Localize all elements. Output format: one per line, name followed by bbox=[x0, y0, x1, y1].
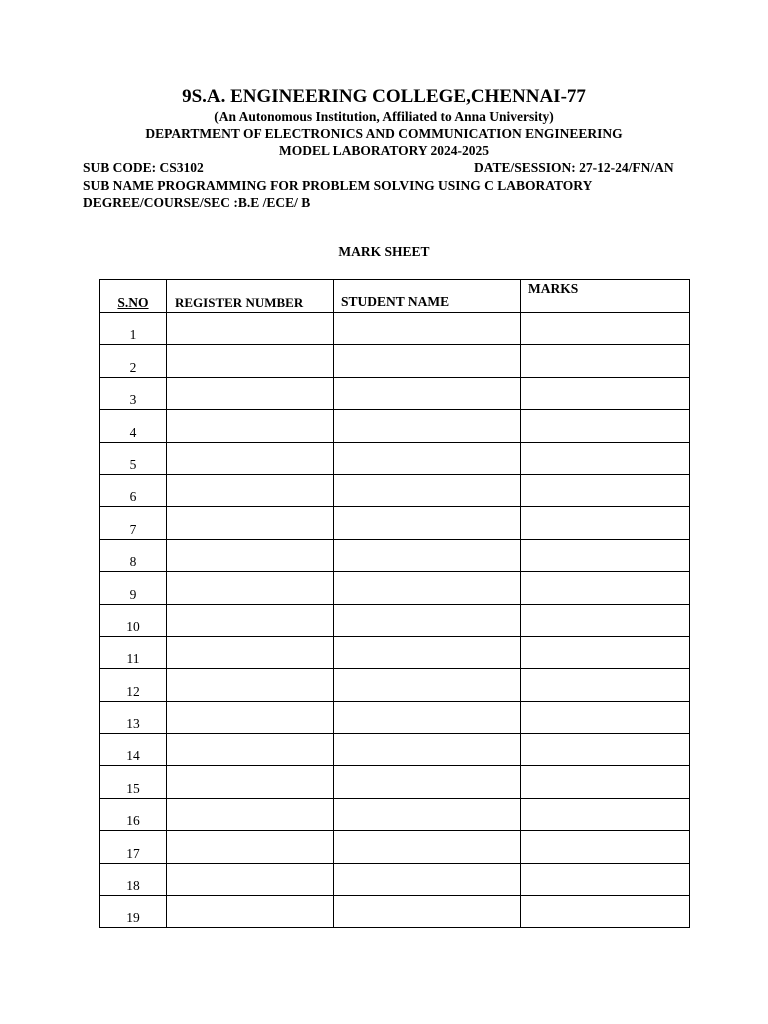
marks-cell bbox=[521, 766, 690, 798]
marks-cell bbox=[521, 474, 690, 506]
serial-number-cell: 3 bbox=[100, 377, 167, 409]
serial-number-cell: 1 bbox=[100, 313, 167, 345]
table-row bbox=[100, 669, 690, 701]
student-name-cell bbox=[334, 442, 521, 474]
student-name-cell bbox=[334, 507, 521, 539]
serial-number-cell: 14 bbox=[100, 734, 167, 766]
marks-cell bbox=[521, 701, 690, 733]
table-row bbox=[100, 896, 690, 928]
table-row bbox=[100, 539, 690, 571]
table-row bbox=[100, 474, 690, 506]
student-name-cell bbox=[334, 896, 521, 928]
marks-cell bbox=[521, 604, 690, 636]
table-row bbox=[100, 863, 690, 895]
column-header-register-number: REGISTER NUMBER bbox=[167, 280, 334, 313]
column-header-sno: S.NO bbox=[100, 280, 167, 313]
register-number-cell bbox=[167, 701, 334, 733]
student-name-cell bbox=[334, 604, 521, 636]
table-row bbox=[100, 604, 690, 636]
mark-sheet-table bbox=[99, 279, 690, 928]
register-number-cell bbox=[167, 734, 334, 766]
table-row bbox=[100, 766, 690, 798]
register-number-cell bbox=[167, 345, 334, 377]
college-name: 9S.A. ENGINEERING COLLEGE,CHENNAI-77 bbox=[182, 86, 586, 107]
table-row bbox=[100, 798, 690, 830]
mark-sheet-title: MARK SHEET bbox=[338, 244, 430, 259]
student-name-cell bbox=[334, 345, 521, 377]
serial-number-cell: 9 bbox=[100, 572, 167, 604]
student-name-cell bbox=[334, 701, 521, 733]
student-name-cell bbox=[334, 539, 521, 571]
register-number-cell bbox=[167, 636, 334, 668]
student-name-cell bbox=[334, 863, 521, 895]
table-body bbox=[100, 313, 690, 928]
table-row bbox=[100, 507, 690, 539]
department-name: DEPARTMENT OF ELECTRONICS AND COMMUNICATION ENGINEERING bbox=[145, 126, 623, 141]
serial-number-cell: 8 bbox=[100, 539, 167, 571]
table-row bbox=[100, 734, 690, 766]
table-row bbox=[100, 377, 690, 409]
serial-number-cell: 19 bbox=[100, 896, 167, 928]
register-number-cell bbox=[167, 474, 334, 506]
student-name-cell bbox=[334, 831, 521, 863]
register-number-cell bbox=[167, 831, 334, 863]
student-name-cell bbox=[334, 669, 521, 701]
serial-number-cell: 7 bbox=[100, 507, 167, 539]
marks-cell bbox=[521, 896, 690, 928]
table-row bbox=[100, 636, 690, 668]
marks-cell bbox=[521, 669, 690, 701]
marks-cell bbox=[521, 734, 690, 766]
marks-cell bbox=[521, 313, 690, 345]
serial-number-cell: 12 bbox=[100, 669, 167, 701]
subject-name: SUB NAME PROGRAMMING FOR PROBLEM SOLVING USING C LABORATORY bbox=[83, 178, 593, 193]
register-number-cell bbox=[167, 377, 334, 409]
marks-cell bbox=[521, 798, 690, 830]
marks-cell bbox=[521, 831, 690, 863]
marks-cell bbox=[521, 539, 690, 571]
register-number-cell bbox=[167, 442, 334, 474]
marks-cell bbox=[521, 345, 690, 377]
marks-cell bbox=[521, 572, 690, 604]
register-number-cell bbox=[167, 896, 334, 928]
serial-number-cell: 2 bbox=[100, 345, 167, 377]
serial-number-cell: 10 bbox=[100, 604, 167, 636]
student-name-cell bbox=[334, 313, 521, 345]
marks-cell bbox=[521, 863, 690, 895]
register-number-cell bbox=[167, 410, 334, 442]
subject-code: SUB CODE: CS3102 bbox=[83, 160, 204, 175]
table-row bbox=[100, 701, 690, 733]
serial-number-cell: 15 bbox=[100, 766, 167, 798]
serial-number-cell: 17 bbox=[100, 831, 167, 863]
date-session: DATE/SESSION: 27-12-24/FN/AN bbox=[474, 160, 674, 175]
marks-cell bbox=[521, 377, 690, 409]
table-row bbox=[100, 345, 690, 377]
serial-number-cell: 4 bbox=[100, 410, 167, 442]
serial-number-cell: 13 bbox=[100, 701, 167, 733]
marks-cell bbox=[521, 410, 690, 442]
register-number-cell bbox=[167, 507, 334, 539]
serial-number-cell: 16 bbox=[100, 798, 167, 830]
register-number-cell bbox=[167, 313, 334, 345]
marks-cell bbox=[521, 507, 690, 539]
register-number-cell bbox=[167, 539, 334, 571]
column-header-marks: MARKS bbox=[521, 280, 690, 313]
student-name-cell bbox=[334, 798, 521, 830]
table-row bbox=[100, 442, 690, 474]
exam-title: MODEL LABORATORY 2024-2025 bbox=[278, 143, 490, 158]
student-name-cell bbox=[334, 474, 521, 506]
register-number-cell bbox=[167, 766, 334, 798]
serial-number-cell: 5 bbox=[100, 442, 167, 474]
table-row bbox=[100, 572, 690, 604]
affiliation-text: (An Autonomous Institution, Affiliated to Anna University) bbox=[214, 109, 554, 124]
serial-number-cell: 6 bbox=[100, 474, 167, 506]
student-name-cell bbox=[334, 410, 521, 442]
student-name-cell bbox=[334, 636, 521, 668]
column-header-student-name: STUDENT NAME bbox=[334, 280, 521, 313]
register-number-cell bbox=[167, 798, 334, 830]
student-name-cell bbox=[334, 766, 521, 798]
table-row bbox=[100, 410, 690, 442]
table-row bbox=[100, 831, 690, 863]
register-number-cell bbox=[167, 669, 334, 701]
table-header-row bbox=[100, 280, 690, 313]
register-number-cell bbox=[167, 863, 334, 895]
table-row bbox=[100, 313, 690, 345]
student-name-cell bbox=[334, 377, 521, 409]
marks-cell bbox=[521, 442, 690, 474]
register-number-cell bbox=[167, 572, 334, 604]
serial-number-cell: 11 bbox=[100, 636, 167, 668]
marks-cell bbox=[521, 636, 690, 668]
student-name-cell bbox=[334, 572, 521, 604]
student-name-cell bbox=[334, 734, 521, 766]
degree-course-section: DEGREE/COURSE/SEC :B.E /ECE/ B bbox=[83, 195, 311, 210]
register-number-cell bbox=[167, 604, 334, 636]
serial-number-cell: 18 bbox=[100, 863, 167, 895]
